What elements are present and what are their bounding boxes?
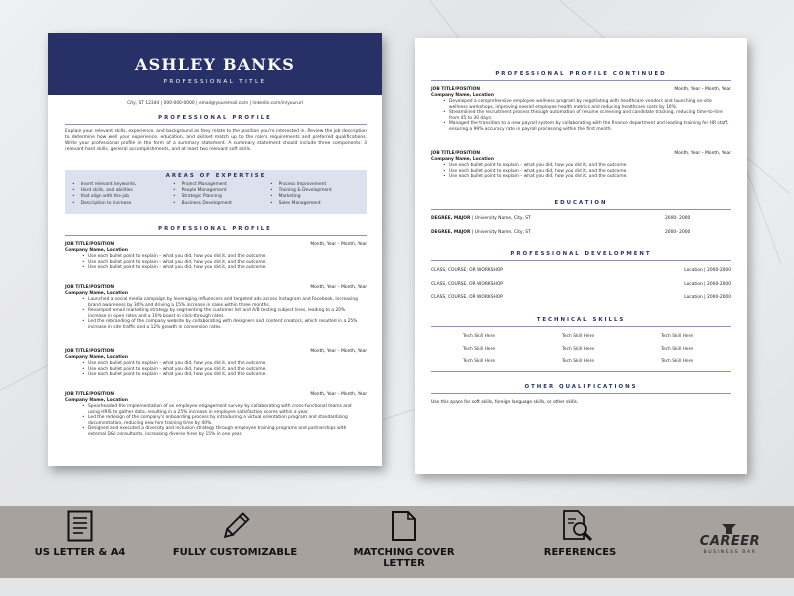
job-dates: Month, Year – Month, Year <box>674 87 731 92</box>
education-years: 2000- 2000 <box>665 230 691 235</box>
company-name: Company Name, Location <box>65 355 128 360</box>
document-magnifier-icon <box>562 509 594 543</box>
tech-skill: Tech Skill Here <box>562 347 595 352</box>
divider <box>65 124 367 125</box>
development-detail: Location | 2000-2000 <box>684 282 731 287</box>
divider <box>431 260 731 261</box>
job-title: JOB TITLE/POSITION <box>431 151 481 156</box>
career-business-bar-logo <box>690 530 770 560</box>
other-qualifications-text: Use this space for soft skills, foreign language skills, or other skills. <box>431 400 579 405</box>
job-bullets: • Developed a comprehensive employee wellness program by negotiating with healthcare vendors and launching on-site wellness workshops, improving overall employee health metrics and reducing healthcare costs by 10%. • Streamlined the recruitment process through automation of resume screening and candidate tracking, reducing time-to-hire from 45 to 30 days. • Managed the transition to a new payroll system by collaborating with the finance department and leading training for HR staff, ensuring a 99% accuracy rate in payroll processing within the first month. <box>443 99 731 133</box>
development-heading: PROFESSIONAL DEVELOPMENT <box>510 251 652 257</box>
expertise-column-3: • Process Improvement • Training & Development • Marketing • Sales Management <box>270 182 365 207</box>
job-bullets: • Use each bullet point to explain – what you did, how you did it, and the outcome. • Use each bullet point to explain – what you did, how you did it, and the outcome. • Use each bullet point to explain – what you did, how you did it, and the outcome. <box>443 163 731 180</box>
tech-skill: Tech Skill Here <box>661 334 694 339</box>
feature-label: MATCHING COVER LETTER <box>353 547 455 569</box>
tech-skill: Tech Skill Here <box>661 359 694 364</box>
education-entry: DEGREE, MAJOR | University Name, City, ST <box>431 230 531 235</box>
development-item: CLASS, COURSE, OR WORKSHOP <box>431 295 503 300</box>
job-title: JOB TITLE/POSITION <box>65 349 115 354</box>
resume-page-1 <box>48 33 382 466</box>
job-dates: Month, Year – Month, Year <box>310 242 367 247</box>
development-item: CLASS, COURSE, OR WORKSHOP <box>431 268 503 273</box>
job-bullets: • Use each bullet point to explain – what you did, how you did it, and the outcome. • Use each bullet point to explain – what you did, how you did it, and the outcome. • Use each bullet point to explain – what you did, how you did it, and the outcome. <box>82 361 362 378</box>
development-detail: Location | 2000-2000 <box>684 295 731 300</box>
education-entry: DEGREE, MAJOR | University Name, City, ST <box>431 216 531 221</box>
job-title: JOB TITLE/POSITION <box>65 242 115 247</box>
contact-line: City, ST 12344 | 000-000-0000 | email@youremail.com | linkedin.com/in/yoururl <box>127 101 303 106</box>
job-bullets: • Spearheaded the implementation of an employee engagement survey by collaborating with cross-functional teams and using HRIS to gather data, resulting in a 25% increase in employee satisfaction scores within a year. • Led the redesign of the company's onboarding process by introducing a virtual orientation program and standardizing documentation, reducing new hire training time by 40%. • Designed and executed a diversity and inclusion strategy through employee training programs and partnerships with external D&I consultants, increasing diverse hires by 15% in one year. <box>82 404 362 438</box>
professional-title: PROFESSIONAL TITLE <box>163 79 267 85</box>
divider <box>431 393 731 394</box>
document-lines-icon <box>67 510 93 542</box>
tech-skill: Tech Skill Here <box>463 359 496 364</box>
feature-label: REFERENCES <box>543 547 617 558</box>
tech-skill: Tech Skill Here <box>463 334 496 339</box>
development-item: CLASS, COURSE, OR WORKSHOP <box>431 282 503 287</box>
divider <box>431 371 731 372</box>
tech-skill: Tech Skill Here <box>562 334 595 339</box>
company-name: Company Name, Location <box>65 248 128 253</box>
blank-document-icon <box>391 510 417 542</box>
feature-label: US LETTER & A4 <box>34 547 126 558</box>
company-name: Company Name, Location <box>431 93 494 98</box>
brand-tagline: BUSINESS BAR <box>703 550 757 555</box>
profile-summary: Explain your relevant skills, experience, and background as they relate to the position you're interested in. Review the job description to determine how well your experience, education, and skillset match up to the role's requirements and preferred qualifications. Write your professional profile in the form of a summary statement. A summary statement should include three components: 3 relevant hard skills, general accomplishments, and at least two relevant soft skills. <box>65 129 367 152</box>
job-dates: Month, Year – Month, Year <box>310 285 367 290</box>
tech-skill: Tech Skill Here <box>661 347 694 352</box>
job-bullets: • Launched a social media campaign by leveraging influencers and targeted ads across Instagram and Facebook, increasing brand awareness by 30% and driving a 15% increase in sales within three months. • Revamped email marketing strategy by segmenting the customer list and A/B testing subject lines, leading to a 20% increase in open rates and a 10% boost in click-through rates. • Led the rebranding of the company website by collaborating with designers and content creators, which resulted in a 25% increase in site traffic and a 12% growth in conversion rates. <box>82 297 362 331</box>
divider <box>431 209 731 210</box>
tech-skill: Tech Skill Here <box>463 347 496 352</box>
job-dates: Month, Year – Month, Year <box>310 349 367 354</box>
job-title: JOB TITLE/POSITION <box>65 285 115 290</box>
expertise-column-2: • Project Management • People Management • Strategic Planning • Business Development <box>173 182 268 207</box>
skills-heading: TECHNICAL SKILLS <box>536 317 626 323</box>
feature-label: FULLY CUSTOMIZABLE <box>172 547 298 558</box>
brand-name: CAREER <box>699 534 761 549</box>
areas-heading: AREAS OF EXPERTISE <box>165 173 267 179</box>
job-dates: Month, Year – Month, Year <box>310 392 367 397</box>
expertise-column-1: • Insert relevant keywords, • Hard skills, and abilities • that align with the job • Description to increase <box>72 182 167 207</box>
divider <box>431 326 731 327</box>
divider <box>65 235 367 236</box>
company-name: Company Name, Location <box>65 291 128 296</box>
education-heading: EDUCATION <box>554 200 608 206</box>
divider <box>431 80 731 81</box>
pencil-icon <box>220 512 250 542</box>
tech-skill: Tech Skill Here <box>562 359 595 364</box>
job-title: JOB TITLE/POSITION <box>65 392 115 397</box>
company-name: Company Name, Location <box>431 157 494 162</box>
bottom-strip <box>0 578 794 596</box>
resume-page-2 <box>415 38 747 474</box>
development-detail: Location | 2000-2000 <box>684 268 731 273</box>
other-heading: OTHER QUALIFICATIONS <box>524 384 638 390</box>
education-years: 2000- 2000 <box>665 216 691 221</box>
logo-mark-icon <box>722 524 736 534</box>
job-title: JOB TITLE/POSITION <box>431 87 481 92</box>
experience-heading: PROFESSIONAL PROFILE <box>158 226 272 232</box>
resume-name: ASHLEY BANKS <box>135 55 295 74</box>
job-bullets: • Use each bullet point to explain – what you did, how you did it, and the outcome. • Use each bullet point to explain – what you did, how you did it, and the outcome. • Use each bullet point to explain – what you did, how you did it, and the outcome. <box>82 254 362 271</box>
continued-heading: PROFESSIONAL PROFILE CONTINUED <box>495 71 667 77</box>
job-dates: Month, Year – Month, Year <box>674 151 731 156</box>
profile-heading: PROFESSIONAL PROFILE <box>158 115 272 121</box>
company-name: Company Name, Location <box>65 398 128 403</box>
